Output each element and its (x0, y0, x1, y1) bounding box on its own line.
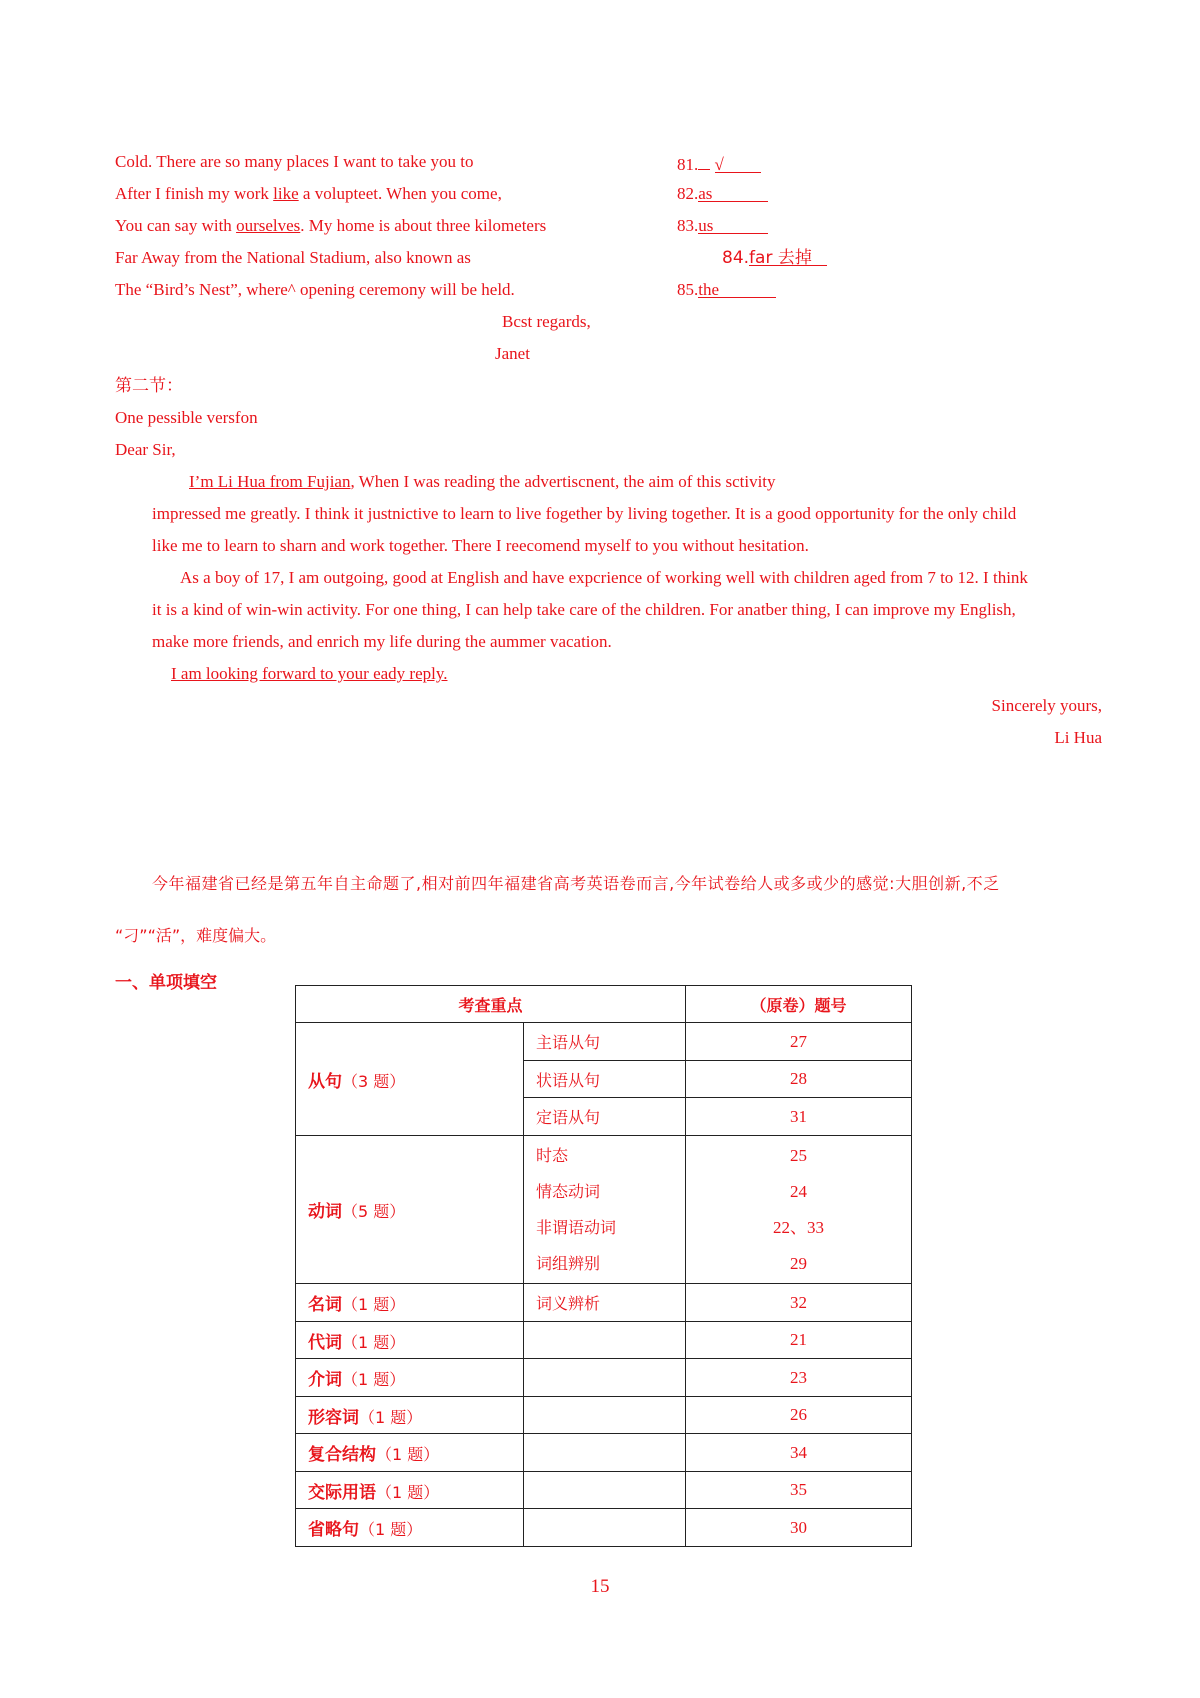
category-name: 交际用语 (308, 1482, 376, 1503)
commentary-line-2: “刁”“活”，难度偏大。 (115, 926, 277, 945)
correction-line-2-end: a volupteet. When you come, (298, 184, 502, 203)
table-row (296, 1023, 912, 1061)
question-number-cell: 27 (686, 1023, 912, 1061)
header-question-number: （原卷）题号 (686, 986, 912, 1023)
answer-81 (677, 152, 761, 175)
subtopic-cell: 主语从句 (524, 1023, 686, 1061)
correction-line-1: Cold. There are so many places I want to take you to (115, 152, 474, 171)
answer-number: 85. (677, 280, 699, 299)
category-count: （1 题） (376, 1482, 440, 1502)
category-count: （1 题） (342, 1332, 406, 1352)
question-number: 24 (790, 1181, 808, 1201)
category-count: （1 题） (359, 1407, 423, 1427)
letter-paragraph-2-line-2: it is a kind of win-win activity. For one thing, I can help take care of the children. For anatber thing, I can improve my English, (152, 600, 1016, 619)
correction-line-3-start: You can say with (115, 216, 237, 235)
table-heading: 一、单项填空 (115, 973, 217, 993)
letter-sign-off: Sincerely yours, (991, 696, 1102, 715)
category-cell (296, 1434, 524, 1472)
subtopic-cell (524, 1472, 686, 1509)
answer-blank (698, 152, 710, 170)
category-cell (296, 1397, 524, 1434)
category-name: 代词 (308, 1332, 342, 1353)
letter-paragraph-3 (171, 664, 447, 684)
correction-line-4: Far Away from the National Stadium, also known as (115, 248, 471, 267)
subtopic-cell: 状语从句 (524, 1061, 686, 1098)
category-name: 介词 (308, 1370, 342, 1390)
question-number-cell: 31 (686, 1098, 912, 1136)
corrected-word: ourselves (236, 216, 301, 235)
answer-number: 84. (722, 248, 750, 268)
table-row (296, 1136, 912, 1284)
correction-line-2 (115, 184, 502, 204)
correction-line-2-start: After I finish my work (115, 184, 274, 203)
letter-signature: Li Hua (1054, 728, 1102, 747)
category-name: 名词 (308, 1295, 342, 1315)
question-number-cell: 23 (686, 1359, 912, 1397)
commentary-line-1: 今年福建省已经是第五年自主命题了,相对前四年福建省高考英语卷而言,今年试卷给人或多或少的感觉:大胆创新,不乏 (152, 874, 1000, 893)
question-number-cell: 35 (686, 1472, 912, 1509)
section-title: 第二节： (115, 376, 183, 396)
correction-line-3-end: . My home is about three kilometers (300, 216, 547, 235)
closing-regards: Bcst regards, (502, 312, 591, 331)
subtopic: 情态动词 (536, 1181, 601, 1201)
answer-85 (677, 280, 776, 300)
question-number: 22、33 (773, 1217, 825, 1237)
subtopic-cell (524, 1136, 686, 1284)
table-row (296, 1359, 912, 1397)
question-number-cell: 34 (686, 1434, 912, 1472)
category-count: （5 题） (342, 1202, 406, 1221)
subtopic-cell (524, 1359, 686, 1397)
category-cell (296, 1509, 524, 1547)
answer-number: 82. (677, 184, 699, 203)
answer-82 (677, 184, 768, 204)
answer-text: √ (715, 155, 761, 173)
letter-paragraph-1-line-3: like me to learn to sharn and work together. There I reecomend myself to you without hesitation. (152, 536, 809, 555)
table-row (296, 1472, 912, 1509)
category-cell (296, 1322, 524, 1359)
category-cell (296, 1136, 524, 1284)
answer-text: us (698, 216, 768, 234)
question-table (295, 985, 912, 1547)
letter-greeting: Dear Sir, (115, 440, 176, 459)
category-cell (296, 1359, 524, 1397)
subtopic-cell: 定语从句 (524, 1098, 686, 1136)
answer-number: 83. (677, 216, 699, 235)
correction-line-5: The “Bird’s Nest”, where^ opening ceremony will be held. (115, 280, 515, 299)
category-count: （1 题） (342, 1370, 406, 1389)
table-row (296, 1434, 912, 1472)
table-header-row (296, 986, 912, 1023)
question-number-cell: 28 (686, 1061, 912, 1098)
correction-line-3 (115, 216, 546, 236)
underlined-phrase: I’m Li Hua from Fujian (189, 472, 351, 491)
section-subtitle: One pessible versfon (115, 408, 258, 427)
question-number-cell: 26 (686, 1397, 912, 1434)
question-number-cell: 30 (686, 1509, 912, 1547)
question-number: 29 (790, 1253, 808, 1273)
category-name: 复合结构 (308, 1445, 376, 1465)
table-row (296, 1397, 912, 1434)
table-row (296, 1322, 912, 1359)
answer-84 (722, 248, 827, 268)
category-count: （3 题） (342, 1071, 406, 1091)
paragraph-text: I am looking forward to your eady reply. (171, 664, 448, 683)
answer-number: 81. (677, 155, 699, 174)
subtopic: 时态 (536, 1145, 569, 1165)
table-row (296, 1284, 912, 1322)
category-count: （1 题） (376, 1445, 440, 1464)
corrected-word: like (273, 184, 299, 203)
letter-paragraph-2-line-3: make more friends, and enrich my life during the aummer vacation. (152, 632, 612, 651)
answer-83 (677, 216, 768, 236)
question-number-cell (686, 1136, 912, 1284)
closing-name: Janet (495, 344, 530, 363)
paragraph-text: , When I was reading the advertiscnent, the aim of this sctivity (350, 472, 776, 491)
table-row (296, 1509, 912, 1547)
question-number: 25 (790, 1145, 808, 1165)
category-name: 省略句 (308, 1520, 359, 1540)
subtopic: 非谓语动词 (536, 1217, 617, 1237)
question-number-cell: 32 (686, 1284, 912, 1322)
answer-text: as (698, 184, 768, 202)
subtopic-cell: 词义辨析 (524, 1284, 686, 1322)
page-number: 15 (590, 1576, 610, 1597)
answer-text: far 去掉 (749, 248, 827, 266)
category-name: 形容词 (308, 1407, 359, 1428)
subtopic: 词组辨别 (536, 1253, 601, 1273)
category-count: （1 题） (342, 1295, 406, 1314)
header-focus: 考查重点 (296, 986, 686, 1023)
subtopic-cell (524, 1397, 686, 1434)
question-number-cell: 21 (686, 1322, 912, 1359)
subtopic-cell (524, 1509, 686, 1547)
letter-paragraph-1-line-1 (189, 472, 776, 492)
category-name: 动词 (308, 1202, 342, 1222)
answer-text: the (698, 280, 776, 298)
letter-paragraph-2-line-1: As a boy of 17, I am outgoing, good at English and have expcrience of working well with children aged from 7 to 12. I think (180, 568, 1028, 587)
subtopic-cell (524, 1434, 686, 1472)
category-name: 从句 (308, 1071, 342, 1092)
subtopic-cell (524, 1322, 686, 1359)
letter-paragraph-1-line-2: impressed me greatly. I think it justnictive to learn to live fogether by living together. It is a good opportunity for the only child (152, 504, 1017, 523)
category-cell (296, 1023, 524, 1136)
category-cell (296, 1284, 524, 1322)
category-cell (296, 1472, 524, 1509)
category-count: （1 题） (359, 1520, 423, 1539)
